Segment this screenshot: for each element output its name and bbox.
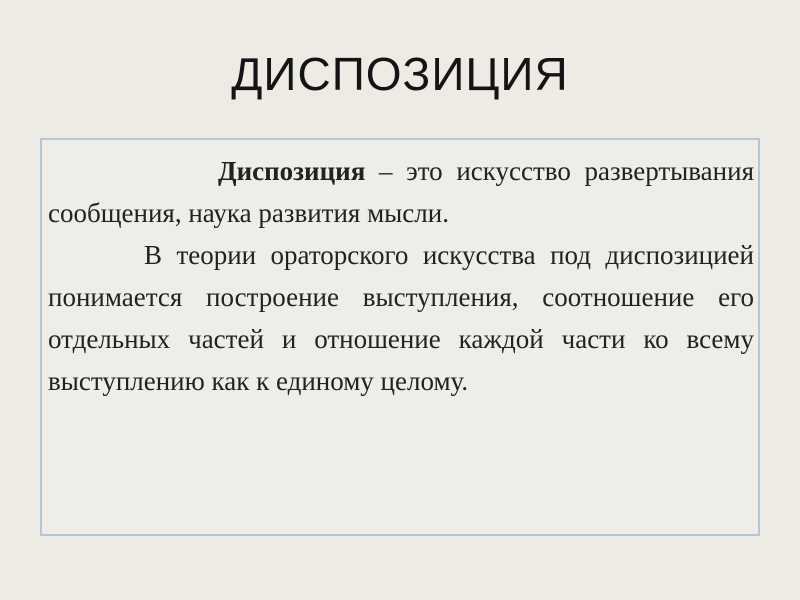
definition-paragraph (48, 150, 754, 234)
slide-title: ДИСПОЗИЦИЯ (231, 48, 569, 100)
definition-term: Диспозиция (218, 156, 366, 186)
definition-text: – это искусство развертывания сообщения, наука развития мысли. (48, 156, 754, 228)
content-text (48, 150, 754, 402)
content-box (40, 138, 760, 536)
theory-paragraph: В теории ораторского искусства под диспозицией понимается построение выступления, соотношение его отдельных частей и отношение каждой части ко всему выступлению как к единому целому. (48, 240, 754, 396)
